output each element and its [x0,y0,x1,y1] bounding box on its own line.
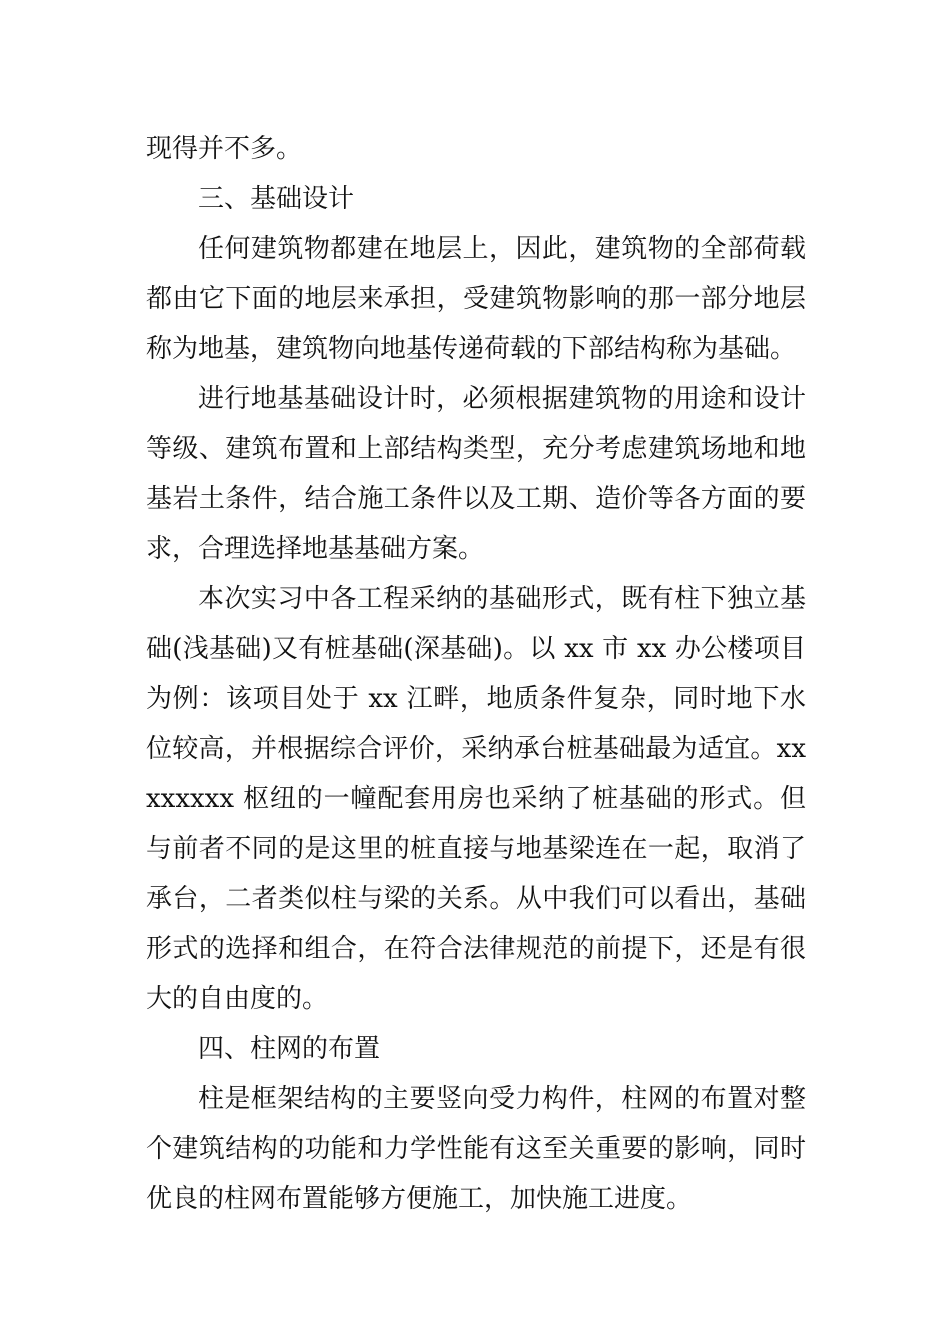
paragraph-foundation-forms-examples: 本次实习中各工程采纳的基础形式，既有柱下独立基础(浅基础)又有桩基础(深基础)。以 xx 市 xx 办公楼项目为例：该项目处于 xx 江畔，地质条件复杂，同时地下水位较高，并根据综合评价，采纳承台桩基础最为适宜。xxxxxxxx 枢纽的一幢配套用房也采纳了桩基础的形式。但与前者不同的是这里的桩直接与地基梁连在一起，取消了承台，二者类似柱与梁的关系。从中我们可以看出，基础形式的选择和组合，在符合法律规范的前提下，还是有很大的自由度的。 [146,584,806,1014]
section-heading-column-grid: 四、柱网的布置 [198,1034,381,1064]
section-heading-foundation-design: 三、基础设计 [198,184,355,214]
document-body [146,124,806,1224]
paragraph-continuation: 现得并不多。 [146,134,303,164]
paragraph-foundation-definition: 任何建筑物都建在地层上，因此，建筑物的全部荷载都由它下面的地层来承担，受建筑物影响的那一部分地层称为地基，建筑物向地基传递荷载的下部结构称为基础。 [146,234,806,364]
paragraph-column-grid-importance: 柱是框架结构的主要竖向受力构件，柱网的布置对整个建筑结构的功能和力学性能有这至关重要的影响，同时优良的柱网布置能够方便施工，加快施工进度。 [146,1084,806,1214]
paragraph-foundation-design-requirements: 进行地基基础设计时，必须根据建筑物的用途和设计等级、建筑布置和上部结构类型，充分考虑建筑场地和地基岩土条件，结合施工条件以及工期、造价等各方面的要求，合理选择地基基础方案。 [146,384,806,564]
